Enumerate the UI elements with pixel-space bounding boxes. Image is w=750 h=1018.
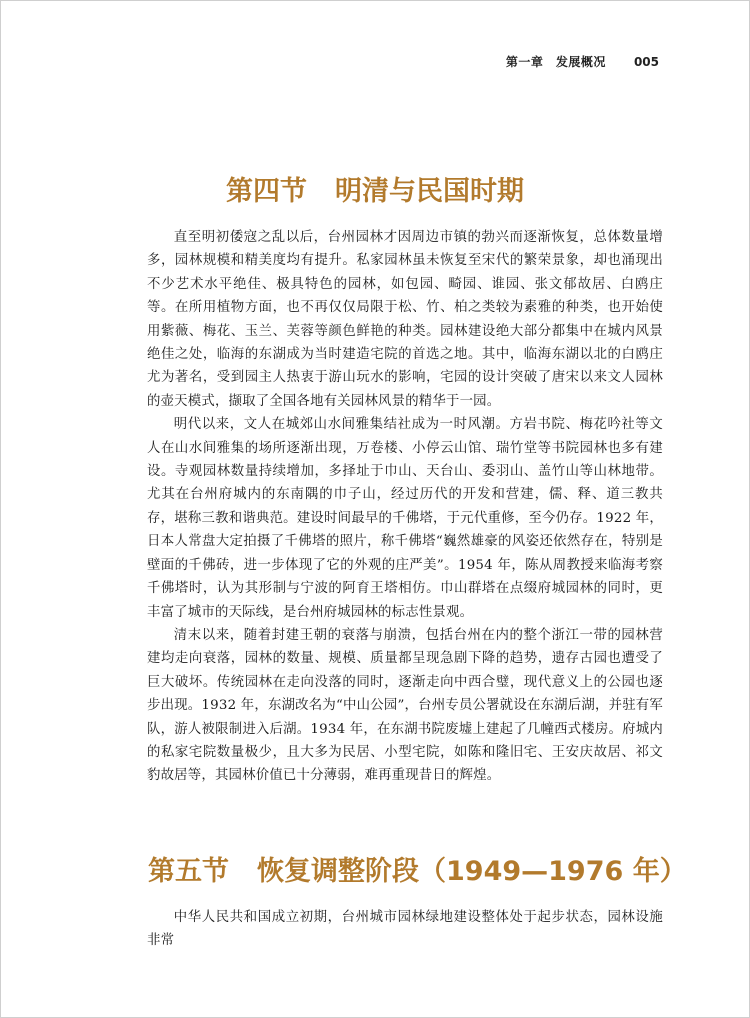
section-5-body — [147, 906, 663, 953]
paragraph: 直至明初倭寇之乱以后，台州园林才因周边市镇的勃兴而逐渐恢复，总体数量增多，园林规模和精美度均有提升。私家园林虽未恢复至宋代的繁荣景象，却也涌现出不少艺术水平绝佳、极具特色的园林，如包园、畸园、谁园、张文郁故居、白鸥庄等。在所用植物方面，也不再仅仅局限于松、竹、柏之类较为素雅的种类，也开始使用紫薇、梅花、玉兰、芙蓉等颜色鲜艳的种类。园林建设绝大部分都集中在城内风景绝佳之处，临海的东湖成为当时建造宅院的首选之地。其中，临海东湖以北的白鸥庄尤为著名，受到园主人热衷于游山玩水的影响，宅园的设计突破了唐宋以来文人园林的壶天模式，撷取了全国各地有关园林风景的精华于一园。 — [147, 230, 663, 409]
section-4-heading — [1, 169, 749, 208]
section-4-body — [147, 226, 663, 788]
running-header — [506, 53, 659, 70]
section-5-title: 恢复调整阶段（1949—1976 年） — [257, 856, 687, 887]
page-number: 005 — [633, 55, 659, 69]
section-5-heading — [148, 849, 749, 888]
chapter-label: 第一章 发展概况 — [505, 55, 606, 69]
paragraph: 中华人民共和国成立初期，台州城市园林绿地建设整体处于起步状态，园林设施非常 — [147, 910, 663, 949]
paragraph: 明代以来，文人在城郊山水间雅集结社成为一时风潮。方岩书院、梅花吟社等文人在山水间雅集的场所逐渐出现，万卷楼、小停云山馆、瑞竹堂等书院园林也多有建设。寺观园林数量持续增加，多择址于巾山、天台山、委羽山、盖竹山等山林地带。尤其在台州府城内的东南隅的巾子山，经过历代的开发和营建，儒、释、道三教共存，堪称三教和谐典范。建设时间最早的千佛塔，于元代重修，至今仍存。1922 年，日本人常盘大定拍摄了千佛塔的照片，称千佛塔“巍然雄豪的风姿还依然存在，特别是壁面的千佛砖，进一步体现了它的外观的庄严美”。1954 年，陈从周教授来临海考察千佛塔时，认为其形制与宁波的阿育王塔相仿。巾山群塔在点缀府城园林的同时，更丰富了城市的天际线，是台州府城园林的标志性景观。 — [147, 417, 663, 620]
section-4-title: 明清与民国时期 — [335, 176, 524, 207]
section-4-number: 第四节 — [226, 176, 307, 207]
paragraph: 清末以来，随着封建王朝的衰落与崩溃，包括台州在内的整个浙江一带的园林营建均走向衰落，园林的数量、规模、质量都呈现急剧下降的趋势，遗存古园也遭受了巨大破坏。传统园林在走向没落的同时，逐渐走向中西合璧，现代意义上的公园也逐步出现。1932 年，东湖改名为“中山公园”，台州专员公署就设在东湖后湖，并驻有军队，游人被限制进入后湖。1934 年，在东湖书院废墟上建起了几幢西式楼房。府城内的私家宅院数量极少，且大多为民居、小型宅院，如陈和隆旧宅、王安庆故居、祁文豹故居等，其园林价值已十分薄弱，难再重现昔日的辉煌。 — [147, 627, 663, 784]
section-5-number: 第五节 — [148, 856, 229, 887]
